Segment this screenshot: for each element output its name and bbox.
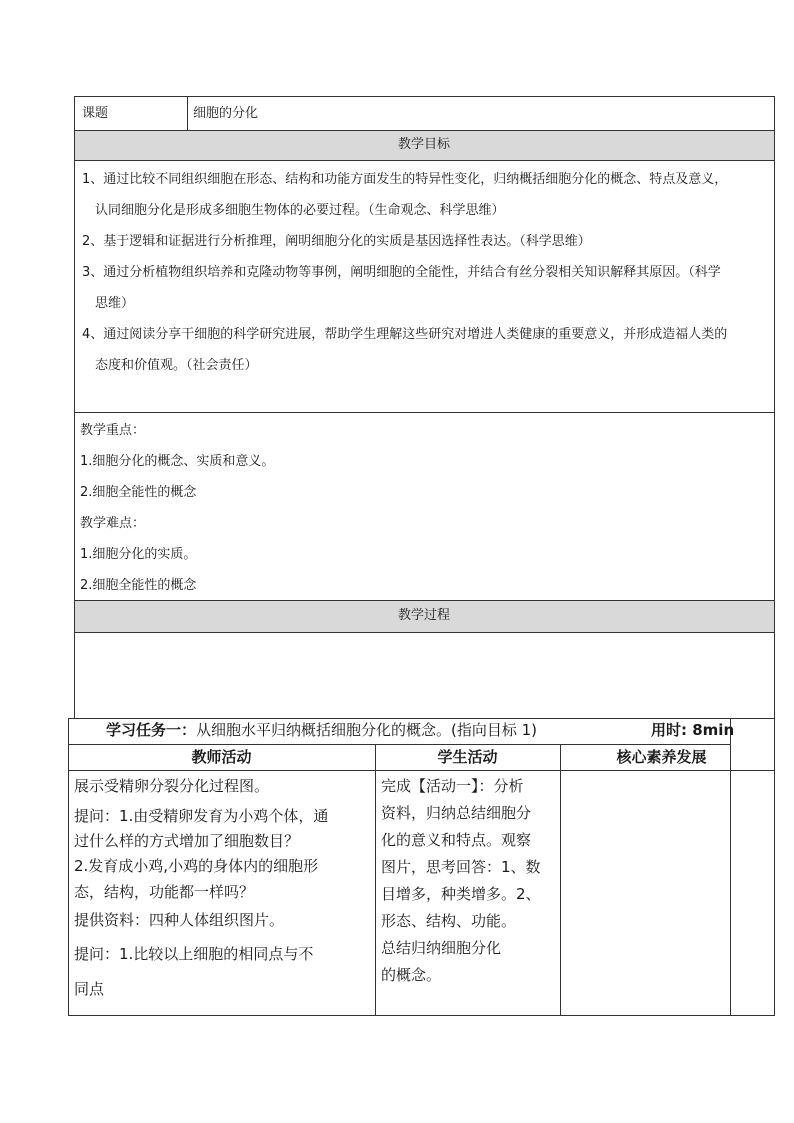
task-time [651,721,734,739]
student-line: 目增多，种类增多。2、 [381,885,541,903]
teacher-line: 提问：1.比较以上细胞的相同点与不 [74,945,314,963]
teacher-line: 2.发育成小鸡,小鸡的身体内的细胞形 [74,857,319,875]
objective-3-line-1: 3、通过分析植物组织培养和克隆动物等事例，阐明细胞的全能性，并结合有丝分裂相关知识解释其原因。（科学 [82,265,721,280]
difficult-point-2: 2.细胞全能性的概念 [80,578,197,593]
task-title-prefix: 学习任务一： [106,721,197,739]
key-point-1: 1.细胞分化的概念、实质和意义。 [80,454,275,469]
objective-1-line-1: 1、通过比较不同组织细胞在形态、结构和功能方面发生的特异性变化，归纳概括细胞分化的概念、特点及意义， [82,172,728,187]
task-time-label: 用时: [651,721,687,739]
subject-value: 细胞的分化 [193,106,259,121]
objective-4-line-1: 4、通过阅读分享干细胞的科学研究进展，帮助学生理解这些研究对增进人类健康的重要意义，并形成造福人类的 [82,327,728,342]
teacher-line: 提问：1.由受精卵发育为小鸡个体，通 [74,807,329,825]
task-title-text: 从细胞水平归纳概括细胞分化的概念。(指向目标 1) [196,721,538,739]
student-line: 总结归纳细胞分化 [381,939,502,957]
teacher-line: 提供资料：四种人体组织图片。 [74,911,285,929]
task-time-value: 8min [692,721,735,739]
objective-2-line-1: 2、基于逻辑和证据进行分析推理，阐明细胞分化的实质是基因选择性表达。（科学思维） [82,234,591,249]
task-title [106,721,537,739]
teacher-line: 过什么样的方式增加了细胞数目？ [74,832,300,850]
key-points-label: 教学重点： [80,423,146,438]
objective-3-line-2: 思维） [95,296,135,311]
student-line: 资料，归纳总结细胞分 [381,804,532,822]
student-line: 完成【活动一】：分析 [381,777,524,795]
column-header-student: 学生活动 [437,748,498,766]
teacher-line: 态，结构，功能都一样吗？ [74,883,255,901]
objective-1-line-2: 认同细胞分化是形成多细胞生物体的必要过程。（生命观念、科学思维） [95,203,505,218]
subject-label: 课题 [82,106,109,121]
key-point-2: 2.细胞全能性的概念 [80,485,197,500]
teacher-line: 展示受精卵分裂分化过程图。 [74,777,270,795]
column-header-teacher: 教师活动 [191,748,252,766]
student-line: 的概念。 [381,966,442,984]
objectives-title: 教学目标 [397,137,450,152]
difficult-points-label: 教学难点： [80,516,146,531]
student-line: 形态、结构、功能。 [381,912,517,930]
student-line: 化的意义和特点。观察 [381,831,532,849]
column-header-core-literacy: 核心素养发展 [616,748,707,766]
difficult-point-1: 1.细胞分化的实质。 [80,547,197,562]
student-line: 图片，思考回答：1、数 [381,858,541,876]
objective-4-line-2: 态度和价值观。（社会责任） [95,358,258,373]
teacher-line: 同点 [74,980,105,998]
process-title: 教学过程 [397,608,450,623]
